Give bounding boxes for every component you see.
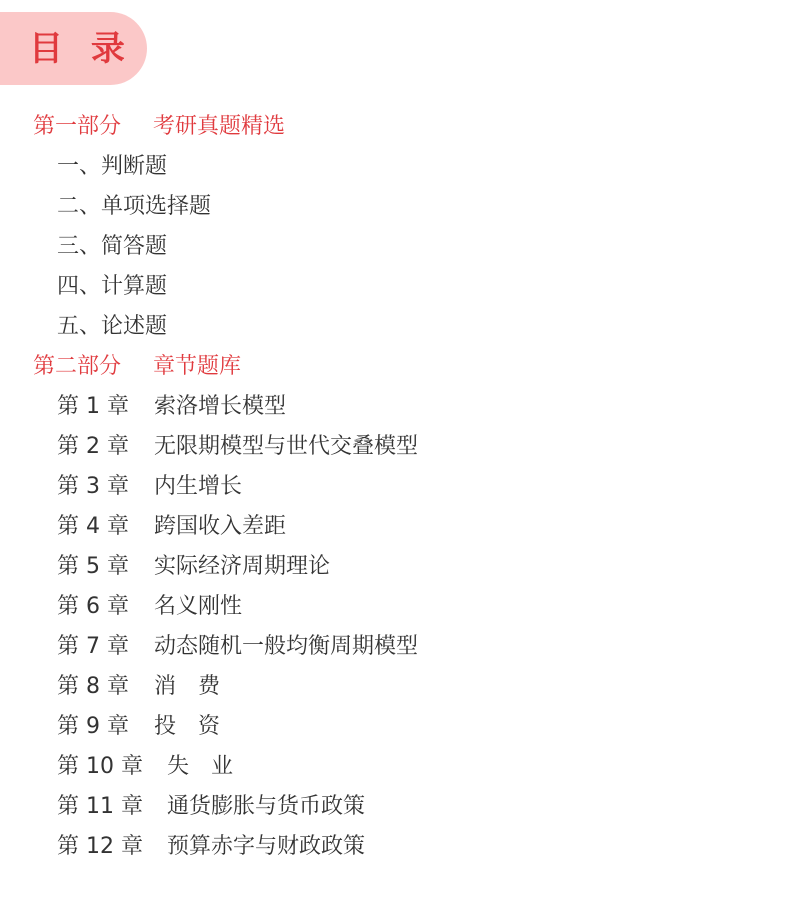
chapter-number: 第 1 章 [57, 394, 129, 419]
toc-item[interactable] [0, 227, 790, 267]
chapter-title: 投 资 [154, 714, 221, 739]
chapter-title: 通货膨胀与货币政策 [167, 794, 366, 819]
chapter-title: 索洛增长模型 [154, 394, 287, 419]
toc-chapter[interactable] [0, 667, 790, 707]
chapter-number: 第 2 章 [57, 434, 129, 459]
toc-item[interactable] [0, 267, 790, 307]
chapter-title: 内生增长 [154, 474, 243, 499]
chapter-number: 第 4 章 [57, 514, 129, 539]
chapter-number: 第 10 章 [57, 754, 143, 779]
toc-chapter[interactable] [0, 427, 790, 467]
chapter-title: 跨国收入差距 [154, 514, 287, 539]
item-label: 二、单项选择题 [57, 194, 212, 219]
chapter-number: 第 7 章 [57, 634, 129, 659]
part-number: 第二部分 [33, 354, 122, 379]
item-label: 一、判断题 [57, 154, 168, 179]
part-title: 章节题库 [153, 354, 242, 379]
toc-chapter[interactable] [0, 627, 790, 667]
toc-item[interactable] [0, 187, 790, 227]
toc-chapter[interactable] [0, 787, 790, 827]
chapter-number: 第 6 章 [57, 594, 129, 619]
chapter-title: 动态随机一般均衡周期模型 [154, 634, 419, 659]
part-title: 考研真题精选 [153, 114, 286, 139]
item-label: 三、简答题 [57, 234, 168, 259]
chapter-title: 名义刚性 [154, 594, 243, 619]
toc-chapter[interactable] [0, 827, 790, 867]
item-label: 四、计算题 [57, 274, 168, 299]
chapter-title: 失 业 [167, 754, 234, 779]
part-number: 第一部分 [33, 114, 122, 139]
item-label: 五、论述题 [57, 314, 168, 339]
toc-chapter[interactable] [0, 547, 790, 587]
chapter-number: 第 3 章 [57, 474, 129, 499]
chapter-title: 实际经济周期理论 [154, 554, 331, 579]
chapter-number: 第 9 章 [57, 714, 129, 739]
chapter-title: 预算赤字与财政政策 [167, 834, 366, 859]
table-of-contents [0, 107, 790, 867]
chapter-title: 消 费 [154, 674, 221, 699]
chapter-title: 无限期模型与世代交叠模型 [154, 434, 419, 459]
chapter-number: 第 5 章 [57, 554, 129, 579]
toc-part-2[interactable] [0, 347, 790, 387]
chapter-number: 第 8 章 [57, 674, 129, 699]
toc-chapter[interactable] [0, 507, 790, 547]
page-title: 目 录 [29, 28, 133, 69]
toc-header-banner [0, 12, 147, 85]
toc-chapter[interactable] [0, 387, 790, 427]
toc-chapter[interactable] [0, 707, 790, 747]
chapter-number: 第 11 章 [57, 794, 143, 819]
chapter-number: 第 12 章 [57, 834, 143, 859]
toc-chapter[interactable] [0, 587, 790, 627]
toc-part-1[interactable] [0, 107, 790, 147]
toc-item[interactable] [0, 307, 790, 347]
toc-item[interactable] [0, 147, 790, 187]
toc-chapter[interactable] [0, 747, 790, 787]
toc-chapter[interactable] [0, 467, 790, 507]
